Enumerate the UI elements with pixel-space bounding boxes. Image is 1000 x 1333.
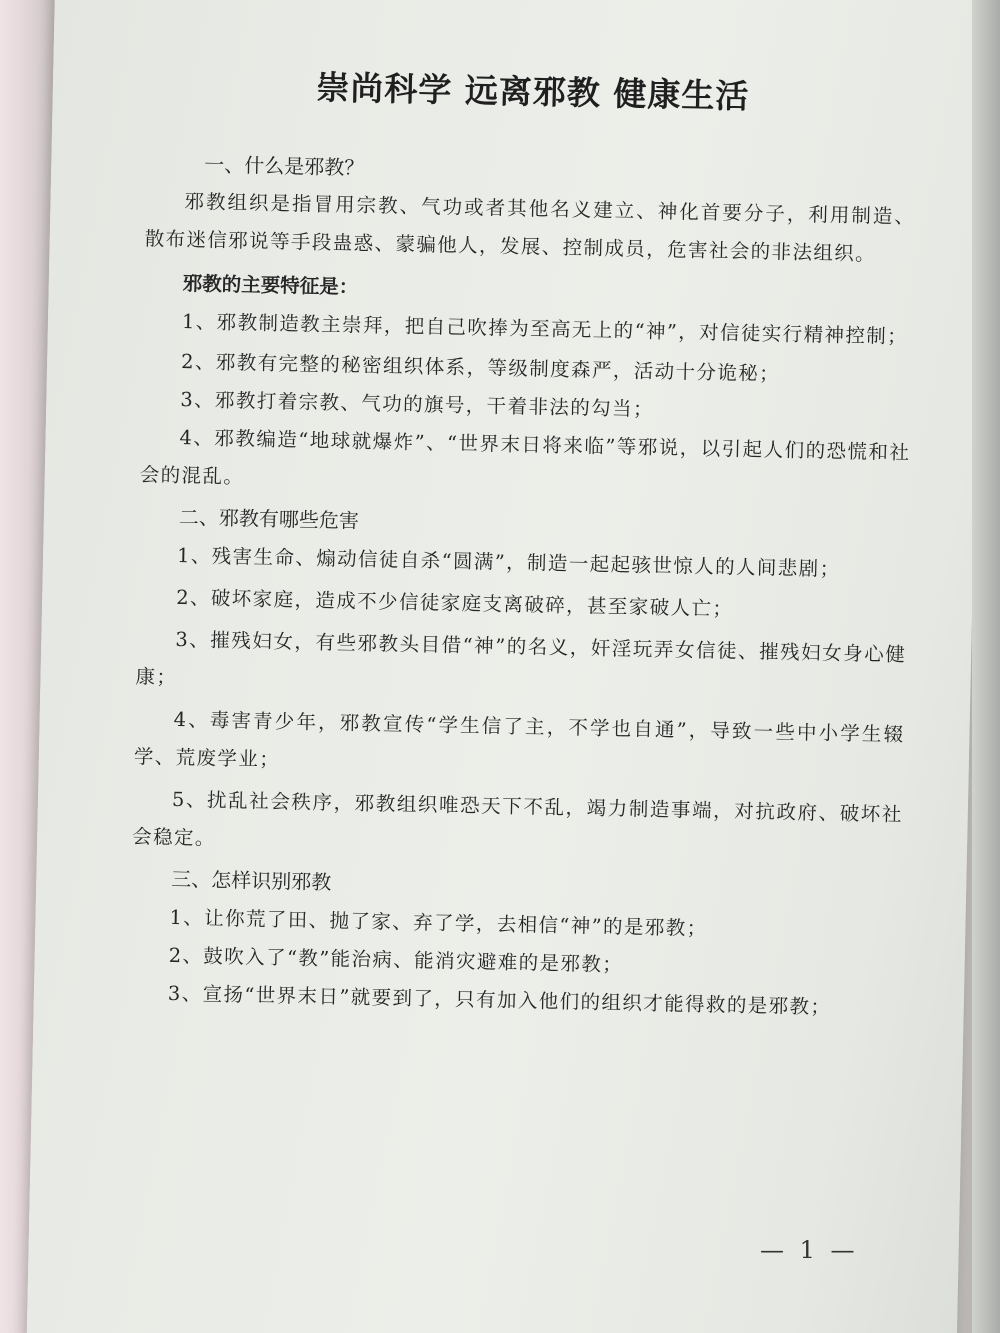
section-1-heading: 一、什么是邪教？ (204, 152, 365, 180)
right-background-strip (972, 0, 1000, 1333)
harm-item-4: 4、毒害青少年，邪教宣传“学生信了主，不学也自通”，导致一些中小学生辍学、荒废学业； (133, 707, 905, 772)
identify-item-3: 3、宣扬“世界末日”就要到了，只有加入他们的组织才能得救的是邪教； (167, 981, 832, 1019)
features-subheading: 邪教的主要特征是： (182, 272, 359, 299)
feature-item-2: 2、邪教有完整的秘密组织体系，等级制度森严，活动十分诡秘； (180, 349, 781, 386)
page-content (129, 42, 919, 1028)
feature-item-4: 4、邪教编造“地球就爆炸”、“世界末日将来临”等邪说，以引起人们的恐慌和社会的混乱。 (139, 425, 911, 489)
identify-item-2: 2、鼓吹入了“教”能治病、能消灾避难的是邪教； (168, 943, 624, 977)
feature-item-1: 1、邪教制造教主崇拜，把自己吹捧为至高无上的“神”，对信徒实行精神控制； (181, 309, 909, 349)
harm-item-5: 5、扰乱社会秩序，邪教组织唯恐天下不乱，竭力制造事端，对抗政府、破坏社会稳定。 (131, 787, 904, 850)
page-number: — 1 — (760, 1236, 859, 1264)
page-title: 崇尚科学 远离邪教 健康生活 (316, 67, 750, 116)
harm-item-1: 1、残害生命、煽动信徒自杀“圆满”，制造一起起骇世惊人的人间悲剧； (176, 543, 841, 581)
feature-item-3: 3、邪教打着宗教、气功的旗号，干着非法的勾当； (180, 387, 655, 421)
harm-item-2: 2、破坏家庭，造成不少信徒家庭支离破碎，甚至家破人亡； (175, 585, 734, 621)
section-3-heading: 三、怎样识别邪教 (171, 866, 332, 895)
harm-item-3: 3、摧残妇女，有些邪教头目借“神”的名义，奸淫玩弄女信徒、摧残妇女身心健康； (135, 627, 907, 689)
section-1-paragraph: 邪教组织是指冒用宗教、气功或者其他名义建立、神化首要分子，利用制造、散布迷信邪说等手段蛊惑、蒙骗他人，发展、控制成员，危害社会的非法组织。 (144, 190, 916, 266)
identify-item-1: 1、让你荒了田、抛了家、弃了学，去相信“神”的是邪教； (169, 905, 708, 941)
section-2-heading: 二、邪教有哪些危害 (178, 504, 360, 533)
document-page (27, 0, 985, 1333)
